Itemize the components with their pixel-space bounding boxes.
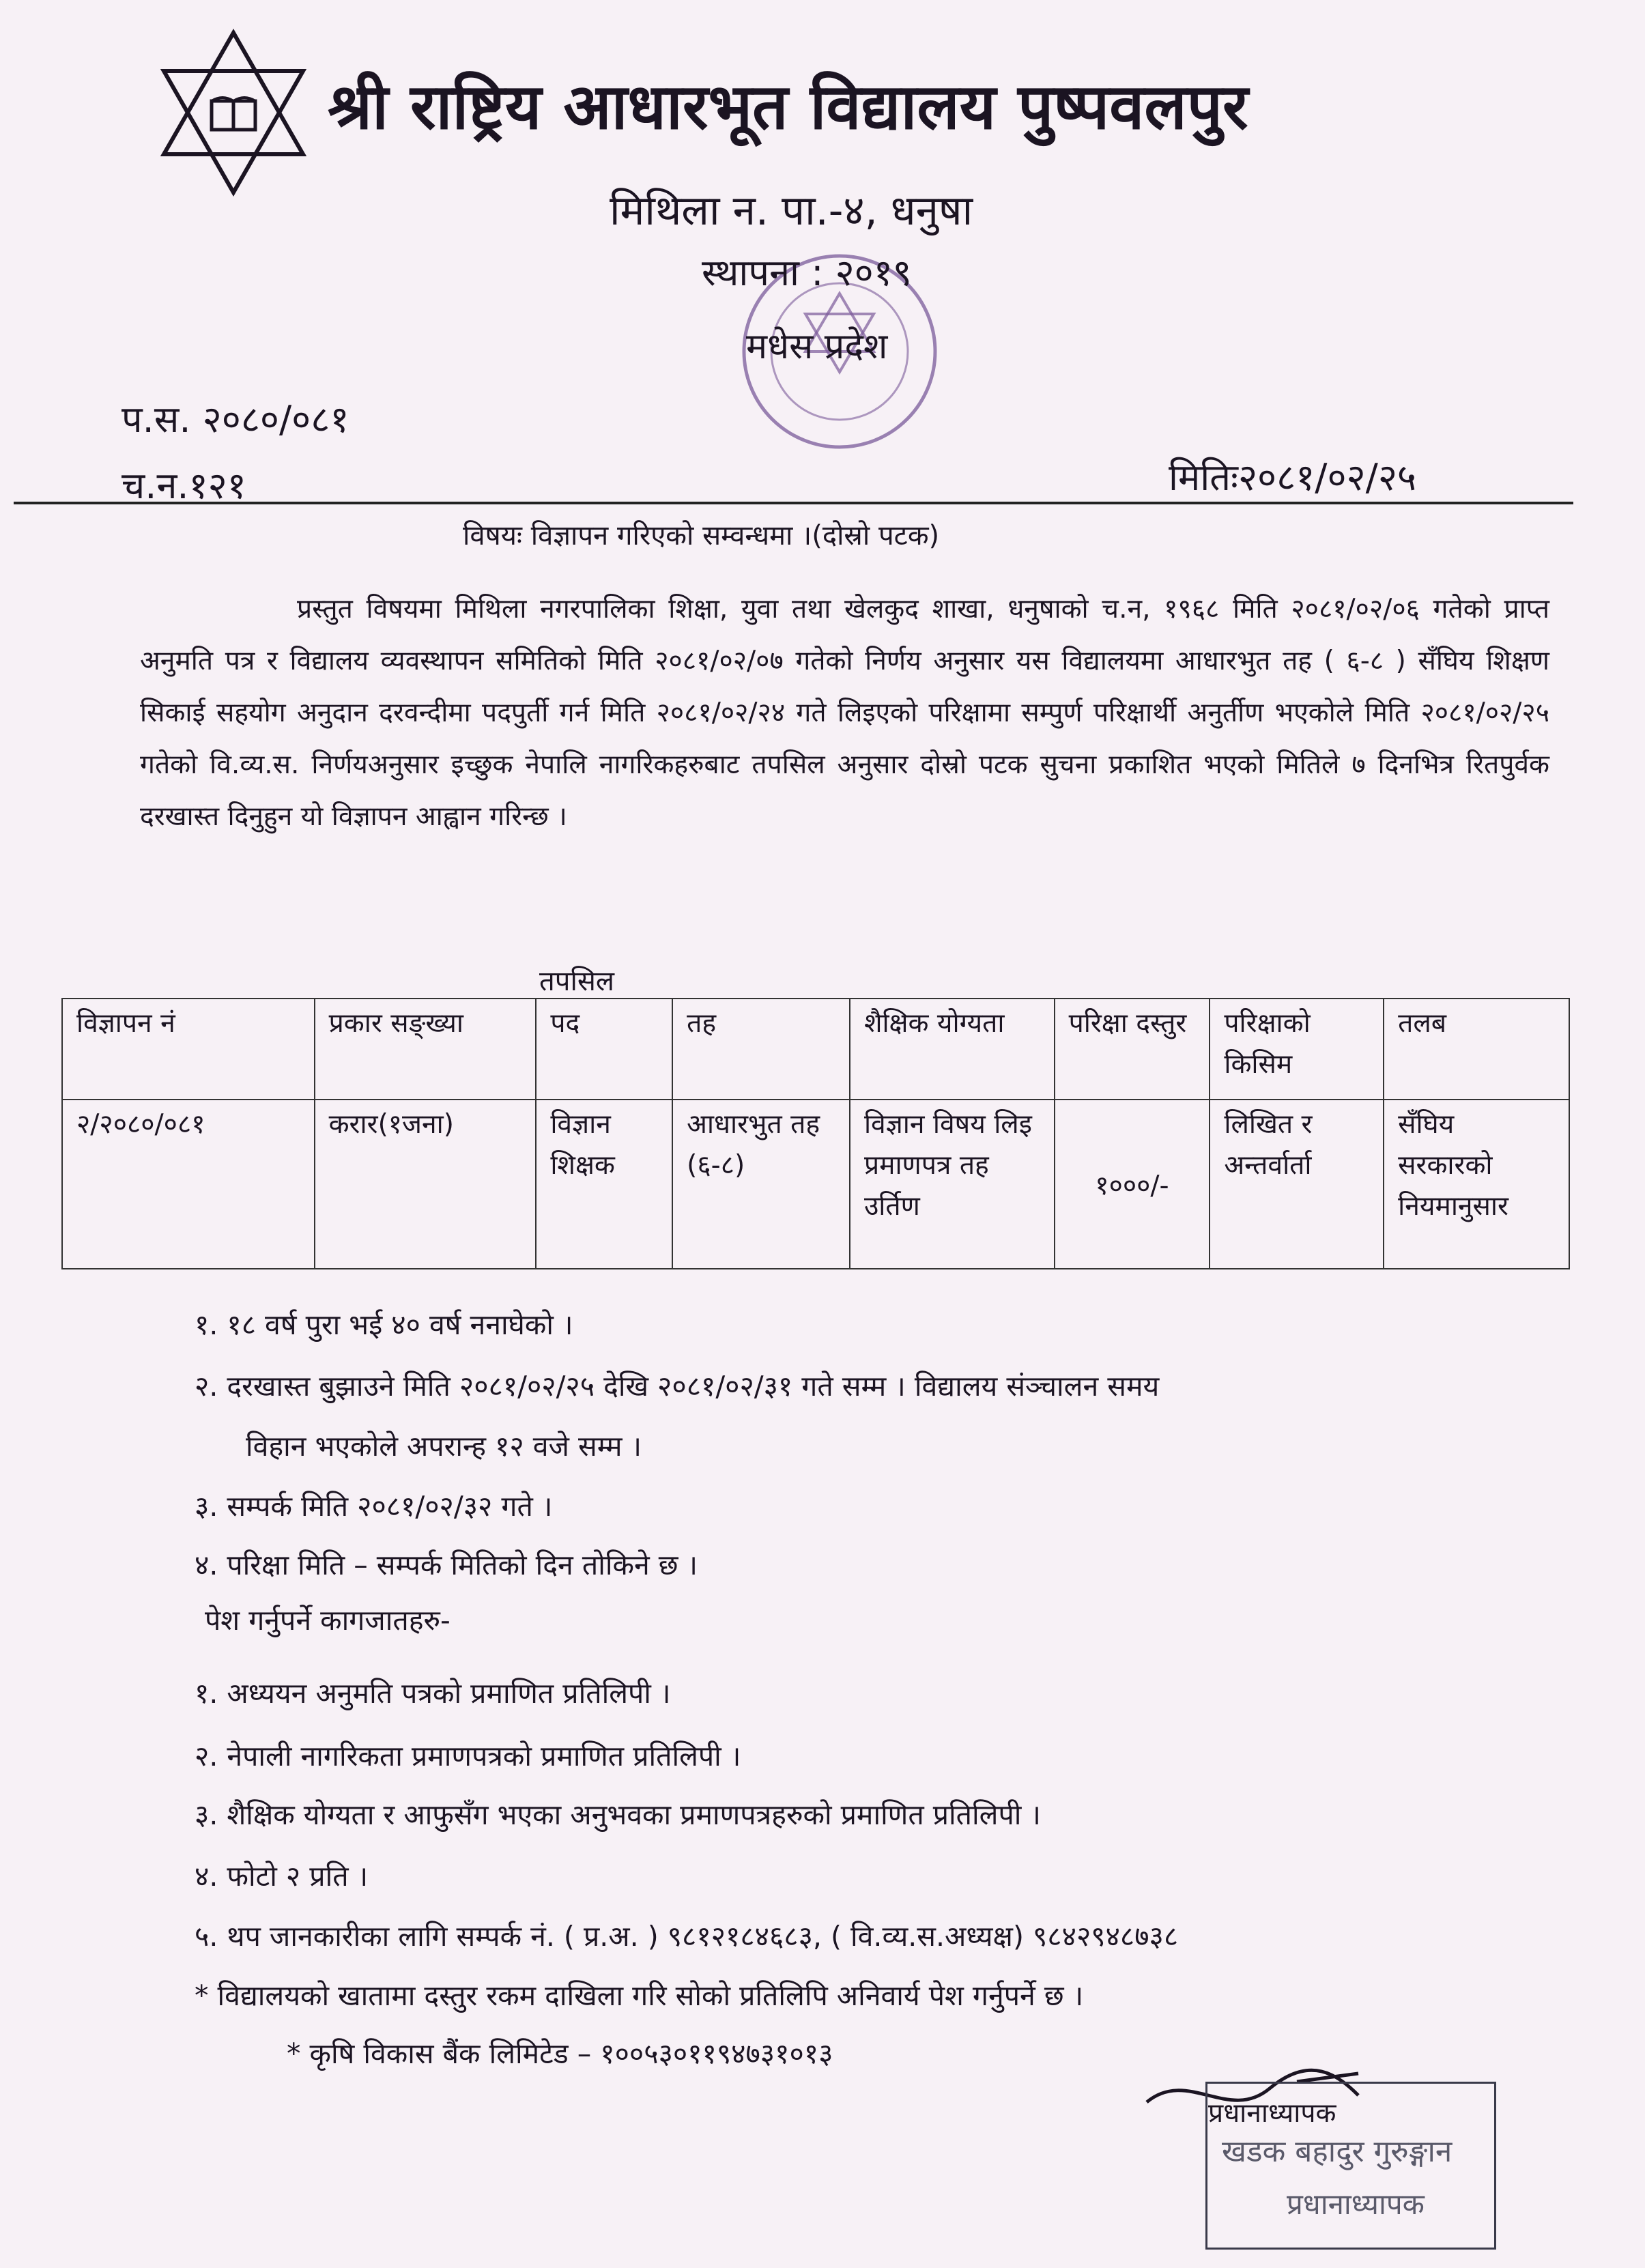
header-ad-number: विज्ञापन नं [62,999,315,1100]
condition-item: विहान भएकोले अपरान्ह १२ वजे सम्म । [246,1430,642,1463]
cell-level: आधारभुत तह (६-८) [672,1100,850,1269]
table-row [62,1100,1569,1269]
header-exam-type: परिक्षाको किसिम [1210,999,1384,1100]
condition-item: ३. सम्पर्क मिति २०८१/०२/३२ गते । [195,1490,553,1523]
header-post: पद [536,999,672,1100]
established-year: स्थापना : २०१९ [702,251,912,294]
dispatch-number: च.न.१२१ [121,464,246,507]
cell-ad-number: २/२०८०/०८१ [62,1100,315,1269]
note-item: * विद्यालयको खातामा दस्तुर रकम दाखिला गरि सोको प्रतिलिपि अनिवार्य पेश गर्नुपर्ने छ । [195,1979,1084,2012]
letter-date: मितिः२०८१/०२/२५ [1169,456,1416,499]
stamp-designation: प्रधानाध्यापक [1287,2187,1425,2221]
header-level: तह [672,999,850,1100]
school-name: श्री राष्ट्रिय आधारभूत विद्यालय पुष्पवलपुर [328,70,1248,143]
vacancy-table [61,998,1570,1269]
header-exam-fee: परिक्षा दस्तुर [1055,999,1210,1100]
letter-subject: विषयः विज्ञापन गरिएको सम्वन्धमा ।(दोस्रो पटक) [463,520,940,551]
document-item: २. नेपाली नागरिकता प्रमाणपत्रको प्रमाणित प्रतिलिपी । [195,1740,741,1772]
document-item: ५. थप जानकारीका लागि सम्पर्क नं. ( प्र.अ. ) ९८१२१८४६८३, ( वि.व्य.स.अध्यक्ष) ९८४२९४८७३८ [195,1920,1179,1953]
header-type-count: प्रकार सङ्ख्या [315,999,537,1100]
condition-item: २. दरखास्त बुझाउने मिति २०८१/०२/२५ देखि २०८१/०२/३१ गते सम्म । विद्यालय संञ्चालन समय [195,1370,1160,1403]
signatory-title: प्रधानाध्यापक [1208,2098,1336,2129]
stamp-name: खडक बहादुर गुरुङ्गान [1222,2134,1453,2169]
reference-number: प.स. २०८०/०८१ [121,398,349,441]
cell-exam-fee: १०००/- [1055,1100,1210,1269]
notice-paragraph: प्रस्तुत विषयमा मिथिला नगरपालिका शिक्षा, युवा तथा खेलकुद शाखा, धनुषाको च.न, १९६८ मिति २०८१/०२/०६ गतेको प्राप्त अनुमति पत्र र विद्यालय व्यवस्थापन समितिको मिति २०८१/०२/०७ गतेको निर्णय अनुसार यस विद्यालयमा आधारभुत तह ( ६-८ ) सँघिय शिक्षण सिकाई सहयोग अनुदान दरवन्दीमा पदपुर्ती गर्न मिति २०८१/०२/२४ गते लिइएको परिक्षामा सम्पुर्ण परिक्षार्थी अनुर्तीण भएकोले मिति २०८१/०२/२५ गतेको वि.व्य.स. निर्णयअनुसार इच्छुक नेपालि नागरिकहरुबाट तपसिल अनुसार दोस्रो पटक सुचना प्रकाशित भएको मितिले ७ दिनभित्र रितपुर्वक दरखास्त दिनुहुन यो विज्ञापन आह्वान गरिन्छ । [140,594,1550,832]
school-address: मिथिला न. पा.-४, धनुषा [610,187,973,235]
documents-title: पेश गर्नुपर्ने कागजातहरु- [205,1604,450,1637]
document-item: ४. फोटो २ प्रति । [195,1860,369,1893]
cell-salary: सँघिय सरकारको नियमानुसार [1384,1100,1569,1269]
header-divider [14,502,1573,504]
school-logo-icon [152,27,315,198]
document-item: ३. शैक्षिक योग्यता र आफुसँग भएका अनुभवका प्रमाणपत्रहरुको प्रमाणित प्रतिलिपी । [195,1798,1041,1831]
document-item: १. अध्ययन अनुमति पत्रको प्रमाणित प्रतिलिपी । [195,1677,671,1710]
table-header-row [62,999,1569,1100]
note-item: * कृषि विकास बैंक लिमिटेड – १००५३०११९४७३१०१३ [287,2037,833,2070]
province-name: मधेस प्रदेश [746,326,888,367]
header-salary: तलब [1384,999,1569,1100]
condition-item: ४. परिक्षा मिति – सम्पर्क मितिको दिन तोकिने छ । [195,1549,698,1581]
cell-post: विज्ञान शिक्षक [536,1100,672,1269]
condition-item: १. १८ वर्ष पुरा भई ४० वर्ष ननाघेको । [195,1308,573,1341]
cell-qualification: विज्ञान विषय लिइ प्रमाणपत्र तह उर्तिण [850,1100,1055,1269]
cell-type-count: करार(१जना) [315,1100,537,1269]
cell-exam-type: लिखित र अन्तर्वार्ता [1210,1100,1384,1269]
header-qualification: शैक्षिक योग्यता [850,999,1055,1100]
table-title: तपसिल [539,966,615,997]
